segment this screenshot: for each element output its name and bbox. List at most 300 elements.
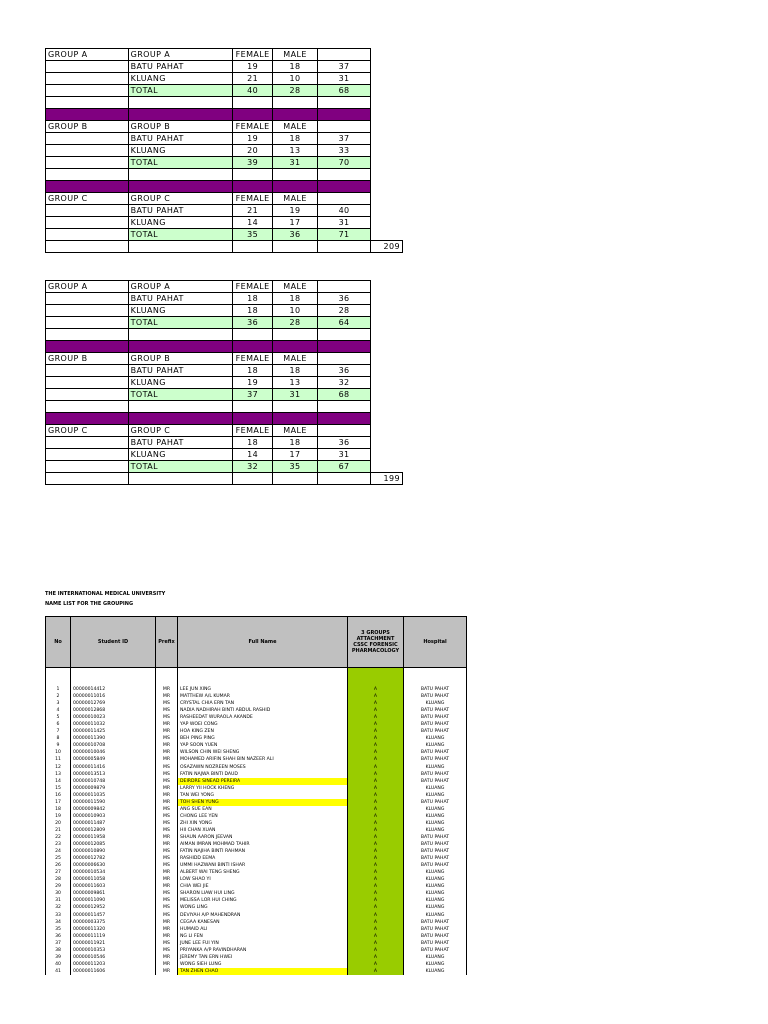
female-header: FEMALE (233, 281, 273, 293)
student-full-name: CHIA WEI JIE (178, 883, 348, 890)
hospital-row (46, 377, 403, 389)
empty-cell (46, 389, 129, 401)
student-prefix: MS (156, 813, 178, 820)
list-header-row (46, 617, 467, 668)
student-id: 00000011416 (71, 764, 156, 771)
empty-cell (46, 73, 129, 85)
empty-cell (46, 145, 129, 157)
student-full-name: HUMAID ALI (178, 926, 348, 933)
student-prefix: MS (156, 700, 178, 707)
student-row (46, 890, 467, 897)
female-header: FEMALE (233, 121, 273, 133)
hospital-name: KLUANG (128, 217, 233, 229)
student-prefix: MR (156, 961, 178, 968)
student-group: A (348, 919, 404, 926)
student-group: A (348, 735, 404, 742)
student-row (46, 912, 467, 919)
male-count: 18 (272, 61, 317, 73)
group-label: GROUP C (46, 193, 129, 205)
group-label: GROUP A (46, 49, 129, 61)
student-id: 00000011425 (71, 728, 156, 735)
student-full-name: OSAZAWN NOZREEN MOSES (178, 764, 348, 771)
header-prefix: Prefix (156, 617, 178, 668)
empty-cell (128, 169, 233, 181)
student-full-name: SHAUN AARON JEEVAN (178, 834, 348, 841)
student-number: 13 (46, 771, 71, 778)
group-title: GROUP A (128, 49, 233, 61)
male-count: 31 (272, 389, 317, 401)
student-full-name: MOHAMED ARIFIN SHAH BIN NAZEER ALI (178, 756, 348, 763)
student-id: 00000012782 (71, 855, 156, 862)
student-prefix: MR (156, 919, 178, 926)
student-row (46, 827, 467, 834)
student-prefix: MR (156, 954, 178, 961)
student-row (46, 897, 467, 904)
student-prefix: MR (156, 799, 178, 806)
hospital-name: TOTAL (128, 317, 233, 329)
blank-row (46, 401, 403, 413)
female-count: 20 (233, 145, 273, 157)
group-summary-table (45, 48, 403, 253)
empty-cell (128, 97, 233, 109)
student-number: 39 (46, 954, 71, 961)
empty-cell (233, 169, 273, 181)
male-header: MALE (272, 281, 317, 293)
hospital-name: BATU PAHAT (128, 133, 233, 145)
student-row (46, 714, 467, 721)
group-header-row (46, 49, 403, 61)
student-group: A (348, 785, 404, 792)
header-group: 3 GROUPS ATTACHMENT CSSC FORENSIC PHARMACOLOGY (348, 617, 404, 668)
male-count: 19 (272, 205, 317, 217)
blank-row (46, 329, 403, 341)
student-number: 36 (46, 933, 71, 940)
female-count: 35 (233, 229, 273, 241)
student-number: 41 (46, 968, 71, 975)
student-hospital: KLUANG (404, 876, 467, 883)
student-id: 00000010890 (71, 848, 156, 855)
header-no: No (46, 617, 71, 668)
student-row (46, 855, 467, 862)
student-number: 7 (46, 728, 71, 735)
student-prefix: MR (156, 926, 178, 933)
student-hospital: BATU PAHAT (404, 947, 467, 954)
hospital-row (46, 437, 403, 449)
student-full-name: SHARON LIAW HUI LING (178, 890, 348, 897)
student-prefix: MR (156, 728, 178, 735)
hospital-name: KLUANG (128, 73, 233, 85)
student-prefix: MR (156, 721, 178, 728)
student-group: A (348, 749, 404, 756)
student-number: 12 (46, 764, 71, 771)
female-count: 21 (233, 73, 273, 85)
empty-cell (371, 305, 403, 317)
row-total: 36 (318, 365, 371, 377)
male-count: 28 (272, 317, 317, 329)
student-number: 38 (46, 947, 71, 954)
student-row (46, 686, 467, 693)
female-count: 18 (233, 305, 273, 317)
student-group: A (348, 904, 404, 911)
empty-cell (46, 317, 129, 329)
student-number: 4 (46, 707, 71, 714)
separator-cell (233, 181, 273, 193)
student-group: A (348, 792, 404, 799)
empty-cell (46, 61, 129, 73)
student-id: 00000010903 (71, 813, 156, 820)
student-number: 11 (46, 756, 71, 763)
empty-cell (46, 293, 129, 305)
student-group: A (348, 961, 404, 968)
hospital-name: BATU PAHAT (128, 293, 233, 305)
empty-cell (371, 293, 403, 305)
student-group: A (348, 764, 404, 771)
student-id: 00000012809 (71, 827, 156, 834)
hospital-row (46, 217, 403, 229)
student-hospital: BATU PAHAT (404, 834, 467, 841)
hospital-name: TOTAL (128, 229, 233, 241)
student-id: 00000011090 (71, 897, 156, 904)
student-row (46, 841, 467, 848)
student-prefix: MR (156, 756, 178, 763)
separator-cell (46, 341, 129, 353)
empty-cell (371, 229, 403, 241)
group-title: GROUP A (128, 281, 233, 293)
empty-cell (371, 97, 403, 109)
student-id: 00000012868 (71, 707, 156, 714)
student-row (46, 742, 467, 749)
student-number: 30 (46, 890, 71, 897)
empty-cell (46, 461, 129, 473)
student-number: 3 (46, 700, 71, 707)
empty-cell (371, 133, 403, 145)
hospital-name: BATU PAHAT (128, 205, 233, 217)
empty-cell (46, 401, 129, 413)
hospital-name: KLUANG (128, 377, 233, 389)
empty-cell (371, 181, 403, 193)
hospital-row (46, 133, 403, 145)
student-prefix: MS (156, 947, 178, 954)
female-count: 21 (233, 205, 273, 217)
student-id: 00000012085 (71, 841, 156, 848)
student-number: 24 (46, 848, 71, 855)
student-prefix: MS (156, 904, 178, 911)
student-row (46, 735, 467, 742)
empty-cell (371, 217, 403, 229)
student-group: A (348, 693, 404, 700)
student-row (46, 869, 467, 876)
student-full-name: NADIA NADHIRAH BINTI ABDUL RASHID (178, 707, 348, 714)
separator-cell (233, 413, 273, 425)
student-group: A (348, 700, 404, 707)
group-title: GROUP C (128, 193, 233, 205)
hospital-name: BATU PAHAT (128, 61, 233, 73)
student-hospital: BATU PAHAT (404, 919, 467, 926)
student-number: 26 (46, 862, 71, 869)
female-header: FEMALE (233, 425, 273, 437)
student-id: 00000010023 (71, 714, 156, 721)
hospital-name: KLUANG (128, 305, 233, 317)
student-group: A (348, 742, 404, 749)
empty-cell (371, 365, 403, 377)
student-group: A (348, 827, 404, 834)
row-total: 37 (318, 133, 371, 145)
student-hospital: BATU PAHAT (404, 714, 467, 721)
student-id: 00000010353 (71, 947, 156, 954)
separator-cell (128, 109, 233, 121)
student-hospital: BATU PAHAT (404, 707, 467, 714)
student-full-name: WONG SIEH LUNG (178, 961, 348, 968)
student-number: 6 (46, 721, 71, 728)
student-full-name: LEE JUN XING (178, 686, 348, 693)
empty-cell (371, 437, 403, 449)
empty-cell (233, 329, 273, 341)
student-hospital: KLUANG (404, 806, 467, 813)
student-full-name: JEREMY TAN ERN HWEI (178, 954, 348, 961)
female-count: 14 (233, 449, 273, 461)
student-group: A (348, 883, 404, 890)
student-hospital: BATU PAHAT (404, 848, 467, 855)
student-hospital: KLUANG (404, 785, 467, 792)
student-prefix: MS (156, 771, 178, 778)
student-number: 37 (46, 940, 71, 947)
grand-total: 199 (371, 473, 403, 485)
empty-cell (371, 281, 403, 293)
female-count: 18 (233, 437, 273, 449)
student-hospital: KLUANG (404, 904, 467, 911)
student-prefix: MS (156, 827, 178, 834)
student-row (46, 756, 467, 763)
student-hospital: KLUANG (404, 742, 467, 749)
student-hospital: KLUANG (404, 912, 467, 919)
hospital-name: TOTAL (128, 85, 233, 97)
male-header: MALE (272, 425, 317, 437)
student-prefix: MR (156, 749, 178, 756)
student-full-name: HII CHAN XUAN (178, 827, 348, 834)
student-row (46, 785, 467, 792)
student-id: 00000005849 (71, 756, 156, 763)
hospital-name: KLUANG (128, 449, 233, 461)
student-full-name: LOW SHAO YI (178, 876, 348, 883)
purple-separator (46, 109, 403, 121)
empty-cell (46, 217, 129, 229)
empty-cell (272, 169, 317, 181)
student-hospital: BATU PAHAT (404, 778, 467, 785)
hospital-row (46, 449, 403, 461)
student-group: A (348, 876, 404, 883)
student-id: 00000011035 (71, 792, 156, 799)
student-hospital: BATU PAHAT (404, 862, 467, 869)
empty-cell (46, 97, 129, 109)
student-row (46, 707, 467, 714)
separator-cell (272, 341, 317, 353)
empty-cell (46, 241, 129, 253)
student-id: 00000010534 (71, 869, 156, 876)
female-header: FEMALE (233, 193, 273, 205)
row-total: 40 (318, 205, 371, 217)
male-count: 35 (272, 461, 317, 473)
student-row (46, 904, 467, 911)
empty-cell (318, 281, 371, 293)
student-prefix: MS (156, 890, 178, 897)
student-id: 00000011921 (71, 940, 156, 947)
student-hospital: KLUANG (404, 820, 467, 827)
student-number: 29 (46, 883, 71, 890)
student-number: 15 (46, 785, 71, 792)
header-hospital: Hospital (404, 617, 467, 668)
student-prefix: MR (156, 742, 178, 749)
hospital-name: TOTAL (128, 389, 233, 401)
row-total: 31 (318, 217, 371, 229)
female-count: 18 (233, 293, 273, 305)
student-number: 22 (46, 834, 71, 841)
student-hospital: BATU PAHAT (404, 721, 467, 728)
student-group: A (348, 912, 404, 919)
separator-cell (128, 181, 233, 193)
student-row (46, 728, 467, 735)
student-hospital: BATU PAHAT (404, 728, 467, 735)
student-row (46, 792, 467, 799)
student-id: 00000011487 (71, 820, 156, 827)
student-id: 00000011390 (71, 735, 156, 742)
student-group: A (348, 799, 404, 806)
student-prefix: MS (156, 940, 178, 947)
student-row (46, 700, 467, 707)
student-row (46, 820, 467, 827)
empty-cell (46, 133, 129, 145)
hospital-name: BATU PAHAT (128, 437, 233, 449)
blank-row (46, 241, 403, 253)
student-id: 00000010748 (71, 778, 156, 785)
empty-cell (46, 449, 129, 461)
empty-cell (371, 193, 403, 205)
student-number: 8 (46, 735, 71, 742)
empty-cell (371, 341, 403, 353)
separator-cell (46, 109, 129, 121)
empty-cell (46, 365, 129, 377)
student-prefix: MR (156, 883, 178, 890)
empty-cell (371, 317, 403, 329)
student-hospital: KLUANG (404, 764, 467, 771)
total-row (46, 461, 403, 473)
empty-cell (46, 85, 129, 97)
student-full-name: CEGAA KANESAN (178, 919, 348, 926)
student-group: A (348, 778, 404, 785)
empty-cell (46, 305, 129, 317)
student-id: 00000011203 (71, 961, 156, 968)
hospital-row (46, 365, 403, 377)
student-full-name: RASHEEDAT WURAOLA AKANDE (178, 714, 348, 721)
student-prefix: MR (156, 693, 178, 700)
student-hospital: BATU PAHAT (404, 771, 467, 778)
empty-cell (371, 377, 403, 389)
total-row (46, 389, 403, 401)
empty-cell (318, 329, 371, 341)
student-hospital: KLUANG (404, 792, 467, 799)
student-row (46, 813, 467, 820)
student-id: 00000010046 (71, 749, 156, 756)
female-count: 40 (233, 85, 273, 97)
student-hospital: BATU PAHAT (404, 841, 467, 848)
student-full-name: MATTHEW A/L KUMAR (178, 693, 348, 700)
student-id: 00000013513 (71, 771, 156, 778)
empty-cell (128, 329, 233, 341)
student-number: 28 (46, 876, 71, 883)
empty-cell (371, 329, 403, 341)
student-row (46, 721, 467, 728)
row-total: 36 (318, 293, 371, 305)
student-group: A (348, 721, 404, 728)
group-header-row (46, 353, 403, 365)
student-full-name: TOH SHEN YUNG (178, 799, 348, 806)
hospital-name: TOTAL (128, 461, 233, 473)
row-total: 68 (318, 389, 371, 401)
student-prefix: MS (156, 912, 178, 919)
student-id: 00000011119 (71, 933, 156, 940)
student-hospital: BATU PAHAT (404, 926, 467, 933)
student-full-name: ZHI XIN YONG (178, 820, 348, 827)
group-header-row (46, 281, 403, 293)
empty-cell (371, 169, 403, 181)
student-hospital: KLUANG (404, 869, 467, 876)
student-full-name: FATIN NAJWA BINTI DAUD (178, 771, 348, 778)
student-full-name: DEVIYAH A/P MAHENDRAN (178, 912, 348, 919)
student-hospital: BATU PAHAT (404, 756, 467, 763)
student-prefix: MS (156, 820, 178, 827)
student-row (46, 693, 467, 700)
student-number: 18 (46, 806, 71, 813)
student-prefix: MR (156, 933, 178, 940)
empty-cell (233, 97, 273, 109)
student-full-name: FATIN NAJIHA BINTI RAHMAN (178, 848, 348, 855)
student-id: 00000012769 (71, 700, 156, 707)
total-row (46, 229, 403, 241)
student-hospital: KLUANG (404, 700, 467, 707)
empty-cell (371, 413, 403, 425)
separator-cell (318, 341, 371, 353)
blank-row (46, 97, 403, 109)
group-label: GROUP C (46, 425, 129, 437)
student-prefix: MS (156, 848, 178, 855)
student-row (46, 799, 467, 806)
row-total: 31 (318, 449, 371, 461)
student-prefix: MS (156, 862, 178, 869)
female-header: FEMALE (233, 49, 273, 61)
student-row (46, 876, 467, 883)
student-full-name: TAN WEI YONG (178, 792, 348, 799)
student-hospital: KLUANG (404, 954, 467, 961)
empty-cell (46, 169, 129, 181)
empty-cell (318, 353, 371, 365)
student-group: A (348, 714, 404, 721)
empty-cell (318, 241, 371, 253)
student-number: 25 (46, 855, 71, 862)
empty-cell (371, 461, 403, 473)
female-count: 32 (233, 461, 273, 473)
separator-cell (318, 181, 371, 193)
student-group: A (348, 897, 404, 904)
student-prefix: MS (156, 897, 178, 904)
student-group: A (348, 806, 404, 813)
student-full-name: BEH PING PING (178, 735, 348, 742)
empty-cell (272, 329, 317, 341)
empty-cell (272, 473, 317, 485)
student-hospital: BATU PAHAT (404, 686, 467, 693)
student-row (46, 749, 467, 756)
empty-cell (371, 85, 403, 97)
student-hospital: KLUANG (404, 883, 467, 890)
student-number: 16 (46, 792, 71, 799)
